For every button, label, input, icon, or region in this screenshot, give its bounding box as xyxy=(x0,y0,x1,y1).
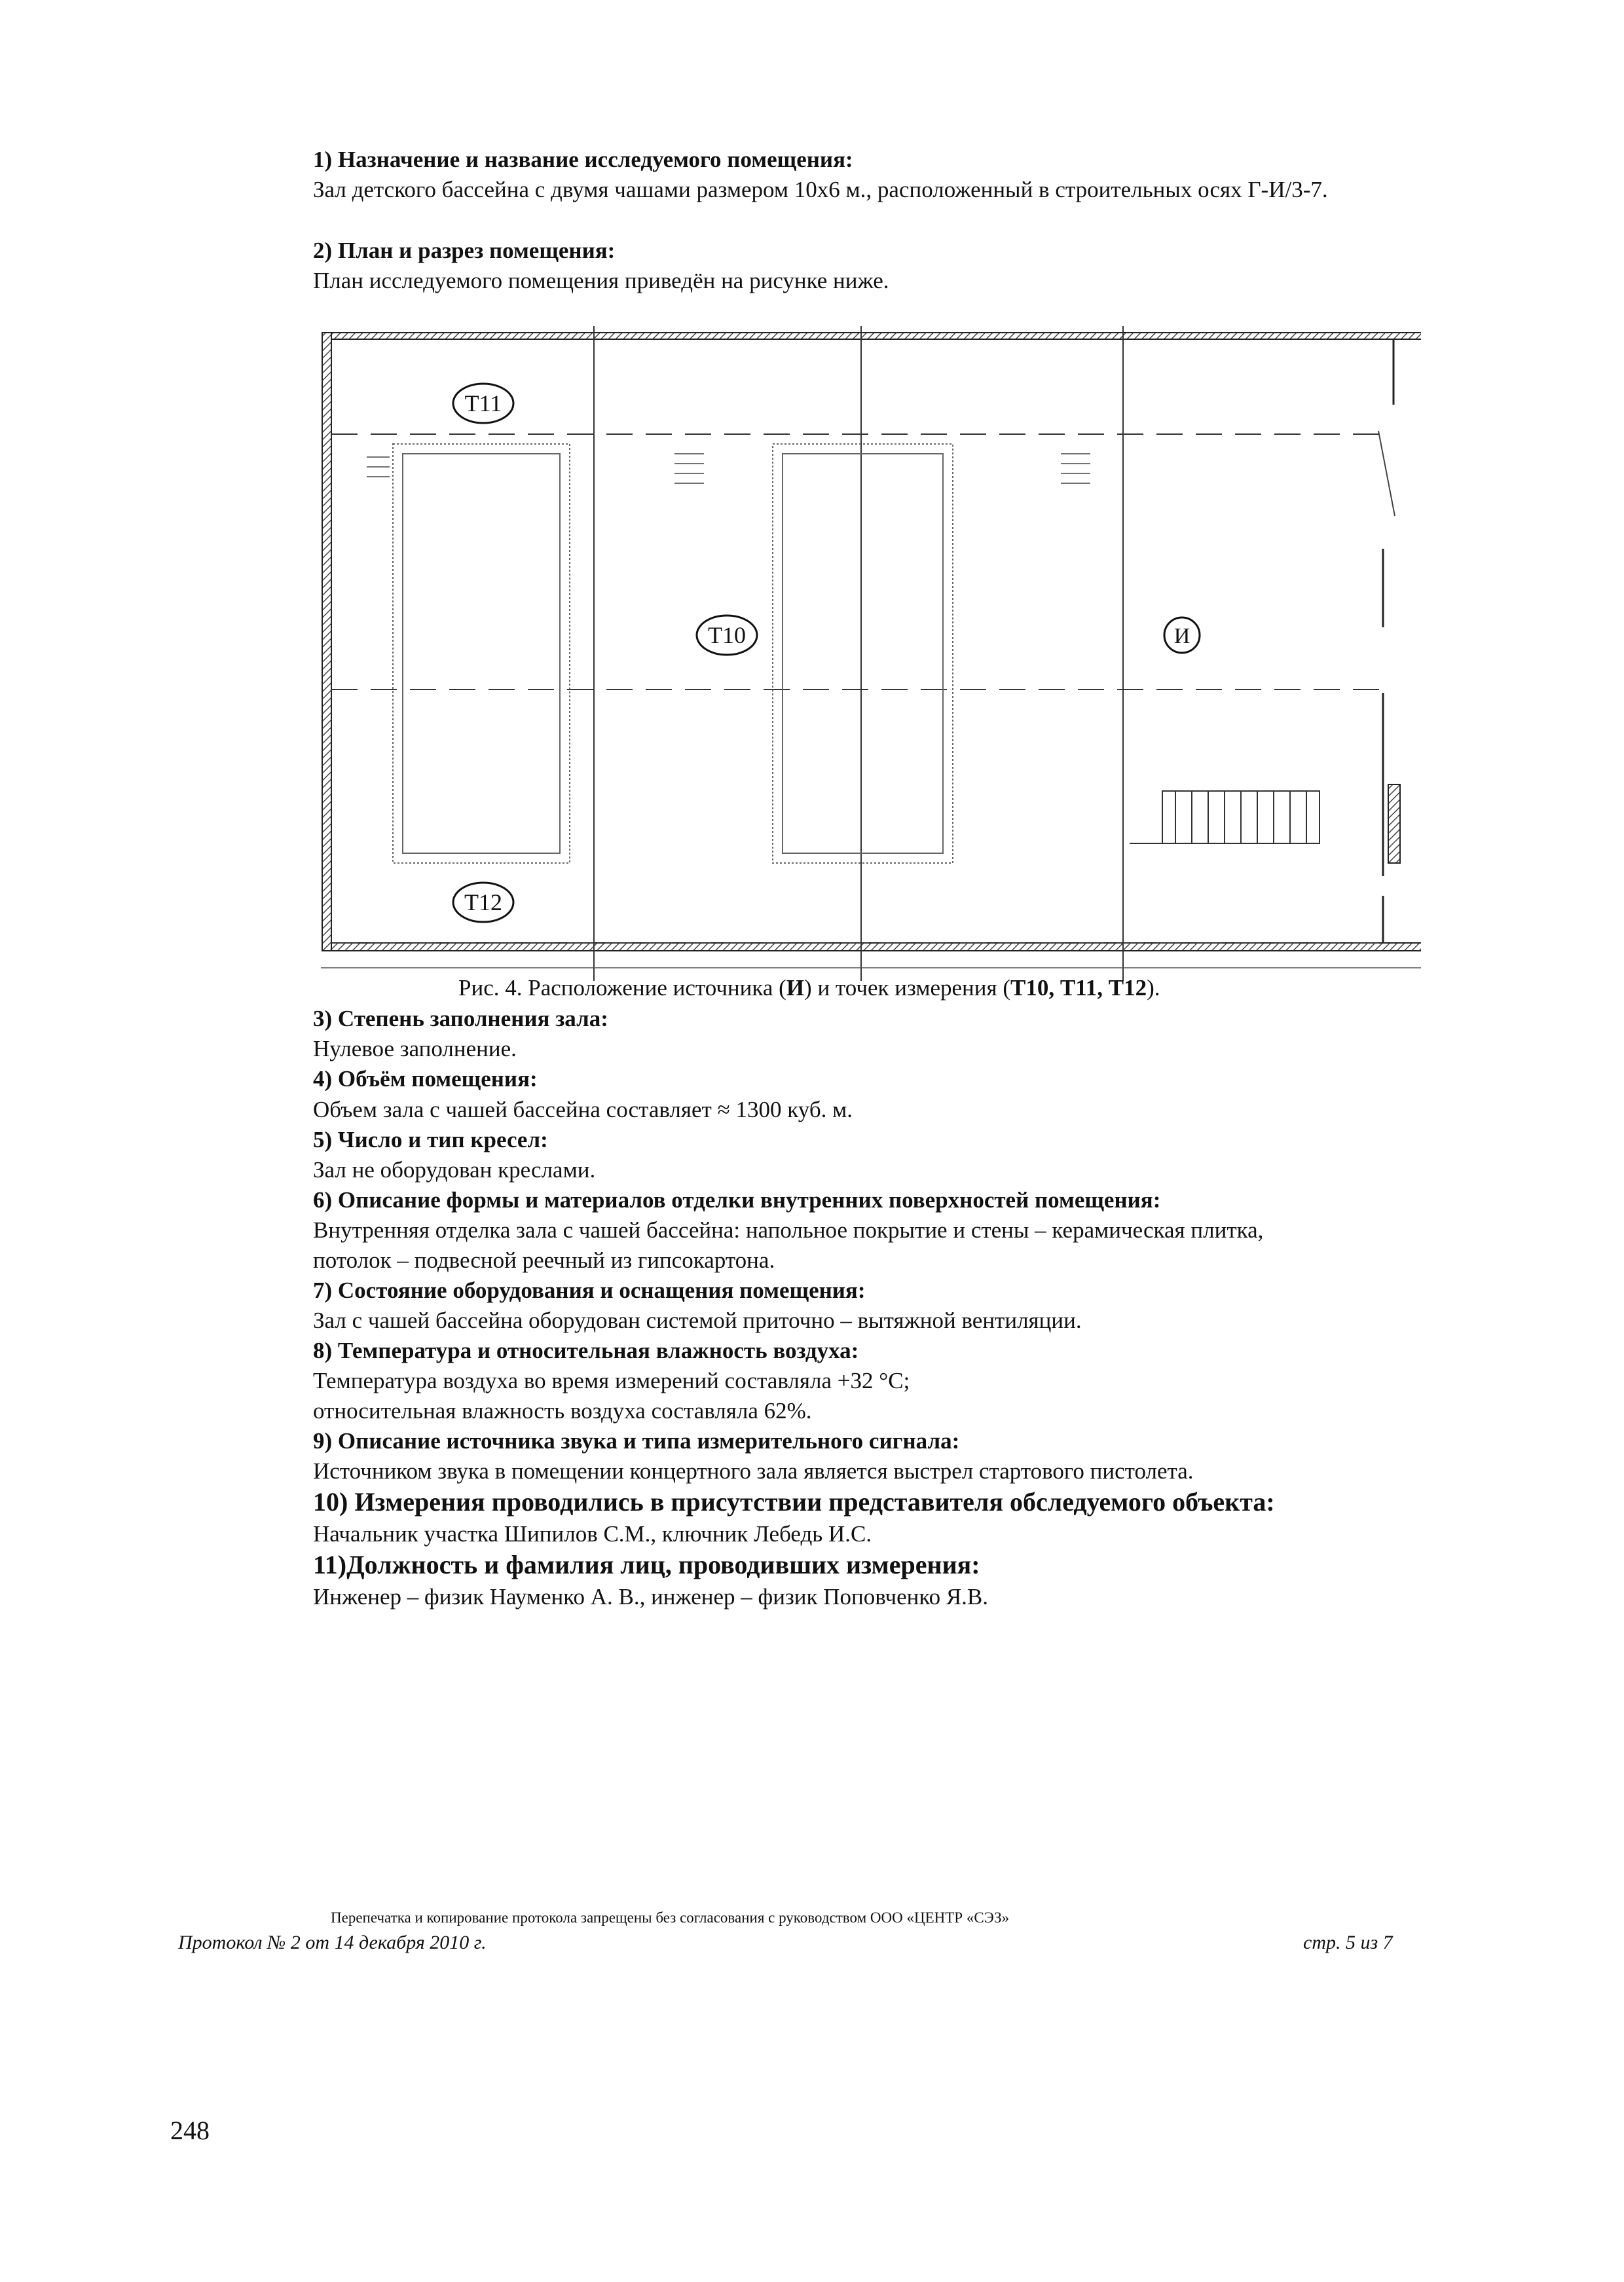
point-t12 xyxy=(453,883,513,922)
section-3-heading: 3) Степень заполнения зала: xyxy=(313,1006,608,1031)
svg-text:И: И xyxy=(1173,624,1190,648)
svg-text:Т11: Т11 xyxy=(464,390,502,416)
point-t11 xyxy=(453,384,513,423)
section-9-heading: 9) Описание источника звука и типа измерительного сигнала: xyxy=(313,1428,960,1454)
section-5-heading: 5) Число и тип кресел: xyxy=(313,1127,548,1152)
section-5-body: Зал не оборудован креслами. xyxy=(313,1157,596,1183)
footer-protocol: Протокол № 2 от 14 декабря 2010 г. xyxy=(178,1932,487,1953)
page-number: 248 xyxy=(170,2116,210,2145)
floor-plan-figure xyxy=(308,313,1421,987)
section-2-heading: 2) План и разрез помещения: xyxy=(313,238,616,263)
svg-text:Т12: Т12 xyxy=(464,889,502,915)
footer-page-indicator: стр. 5 из 7 xyxy=(1303,1932,1393,1953)
section-7-body: Зал с чашей бассейна оборудован системой приточно – вытяжной вентиляции. xyxy=(313,1308,1082,1333)
section-8-body-line2: относительная влажность воздуха составляла 62%. xyxy=(313,1398,812,1424)
section-6-body-line2: потолок – подвесной реечный из гипсокартона. xyxy=(313,1247,775,1273)
svg-text:Т10: Т10 xyxy=(708,622,746,648)
section-6-heading: 6) Описание формы и материалов отделки внутренних поверхностей помещения: xyxy=(313,1187,1161,1213)
section-4-heading: 4) Объём помещения: xyxy=(313,1066,538,1092)
section-11-body: Инженер – физик Науменко А. В., инженер – физик Поповченко Я.В. xyxy=(313,1584,989,1610)
pool-basins xyxy=(393,444,953,863)
section-6-body-line1: Внутренняя отделка зала с чашей бассейна: напольное покрытие и стены – керамическая плитка, xyxy=(313,1217,1264,1243)
section-10-body: Начальник участка Шипилов С.М., ключник Лебедь И.С. xyxy=(313,1521,872,1547)
staircase xyxy=(1130,791,1320,843)
section-1-heading: 1) Назначение и название исследуемого помещения: xyxy=(313,147,853,172)
sound-source xyxy=(1164,617,1200,653)
section-3-body: Нулевое заполнение. xyxy=(313,1036,517,1061)
section-4-body: Объем зала с чашей бассейна составляет ≈ 1300 куб. м. xyxy=(313,1097,853,1122)
section-2-body: План исследуемого помещения приведён на рисунке ниже. xyxy=(313,268,889,293)
figure-caption: Рис. 4. Расположение источника (И) и точек измерения (Т10, Т11, Т12). xyxy=(458,975,1160,1001)
section-8-heading: 8) Температура и относительная влажность воздуха: xyxy=(313,1338,859,1363)
outer-walls xyxy=(322,333,1421,951)
section-7-heading: 7) Состояние оборудования и оснащения помещения: xyxy=(313,1278,866,1303)
section-8-body-line1: Температура воздуха во время измерений составляла +32 °С; xyxy=(313,1368,910,1393)
section-10-heading: 10) Измерения проводились в присутствии представителя обследуемого объекта: xyxy=(313,1487,1275,1517)
section-1-body: Зал детского бассейна с двумя чашами размером 10х6 м., расположенный в строительных осях Г-И/3-7. xyxy=(313,177,1328,202)
point-t10 xyxy=(697,616,757,655)
pool-ladders xyxy=(367,454,1090,483)
footer-copyright-note: Перепечатка и копирование протокола запрещены без согласования с руководством ООО «ЦЕНТР «СЭЗ» xyxy=(331,1909,1010,1926)
section-9-body: Источником звука в помещении концертного зала является выстрел стартового пистолета. xyxy=(313,1458,1194,1484)
section-11-heading: 11)Должность и фамилия лиц, проводивших измерения: xyxy=(313,1550,980,1579)
